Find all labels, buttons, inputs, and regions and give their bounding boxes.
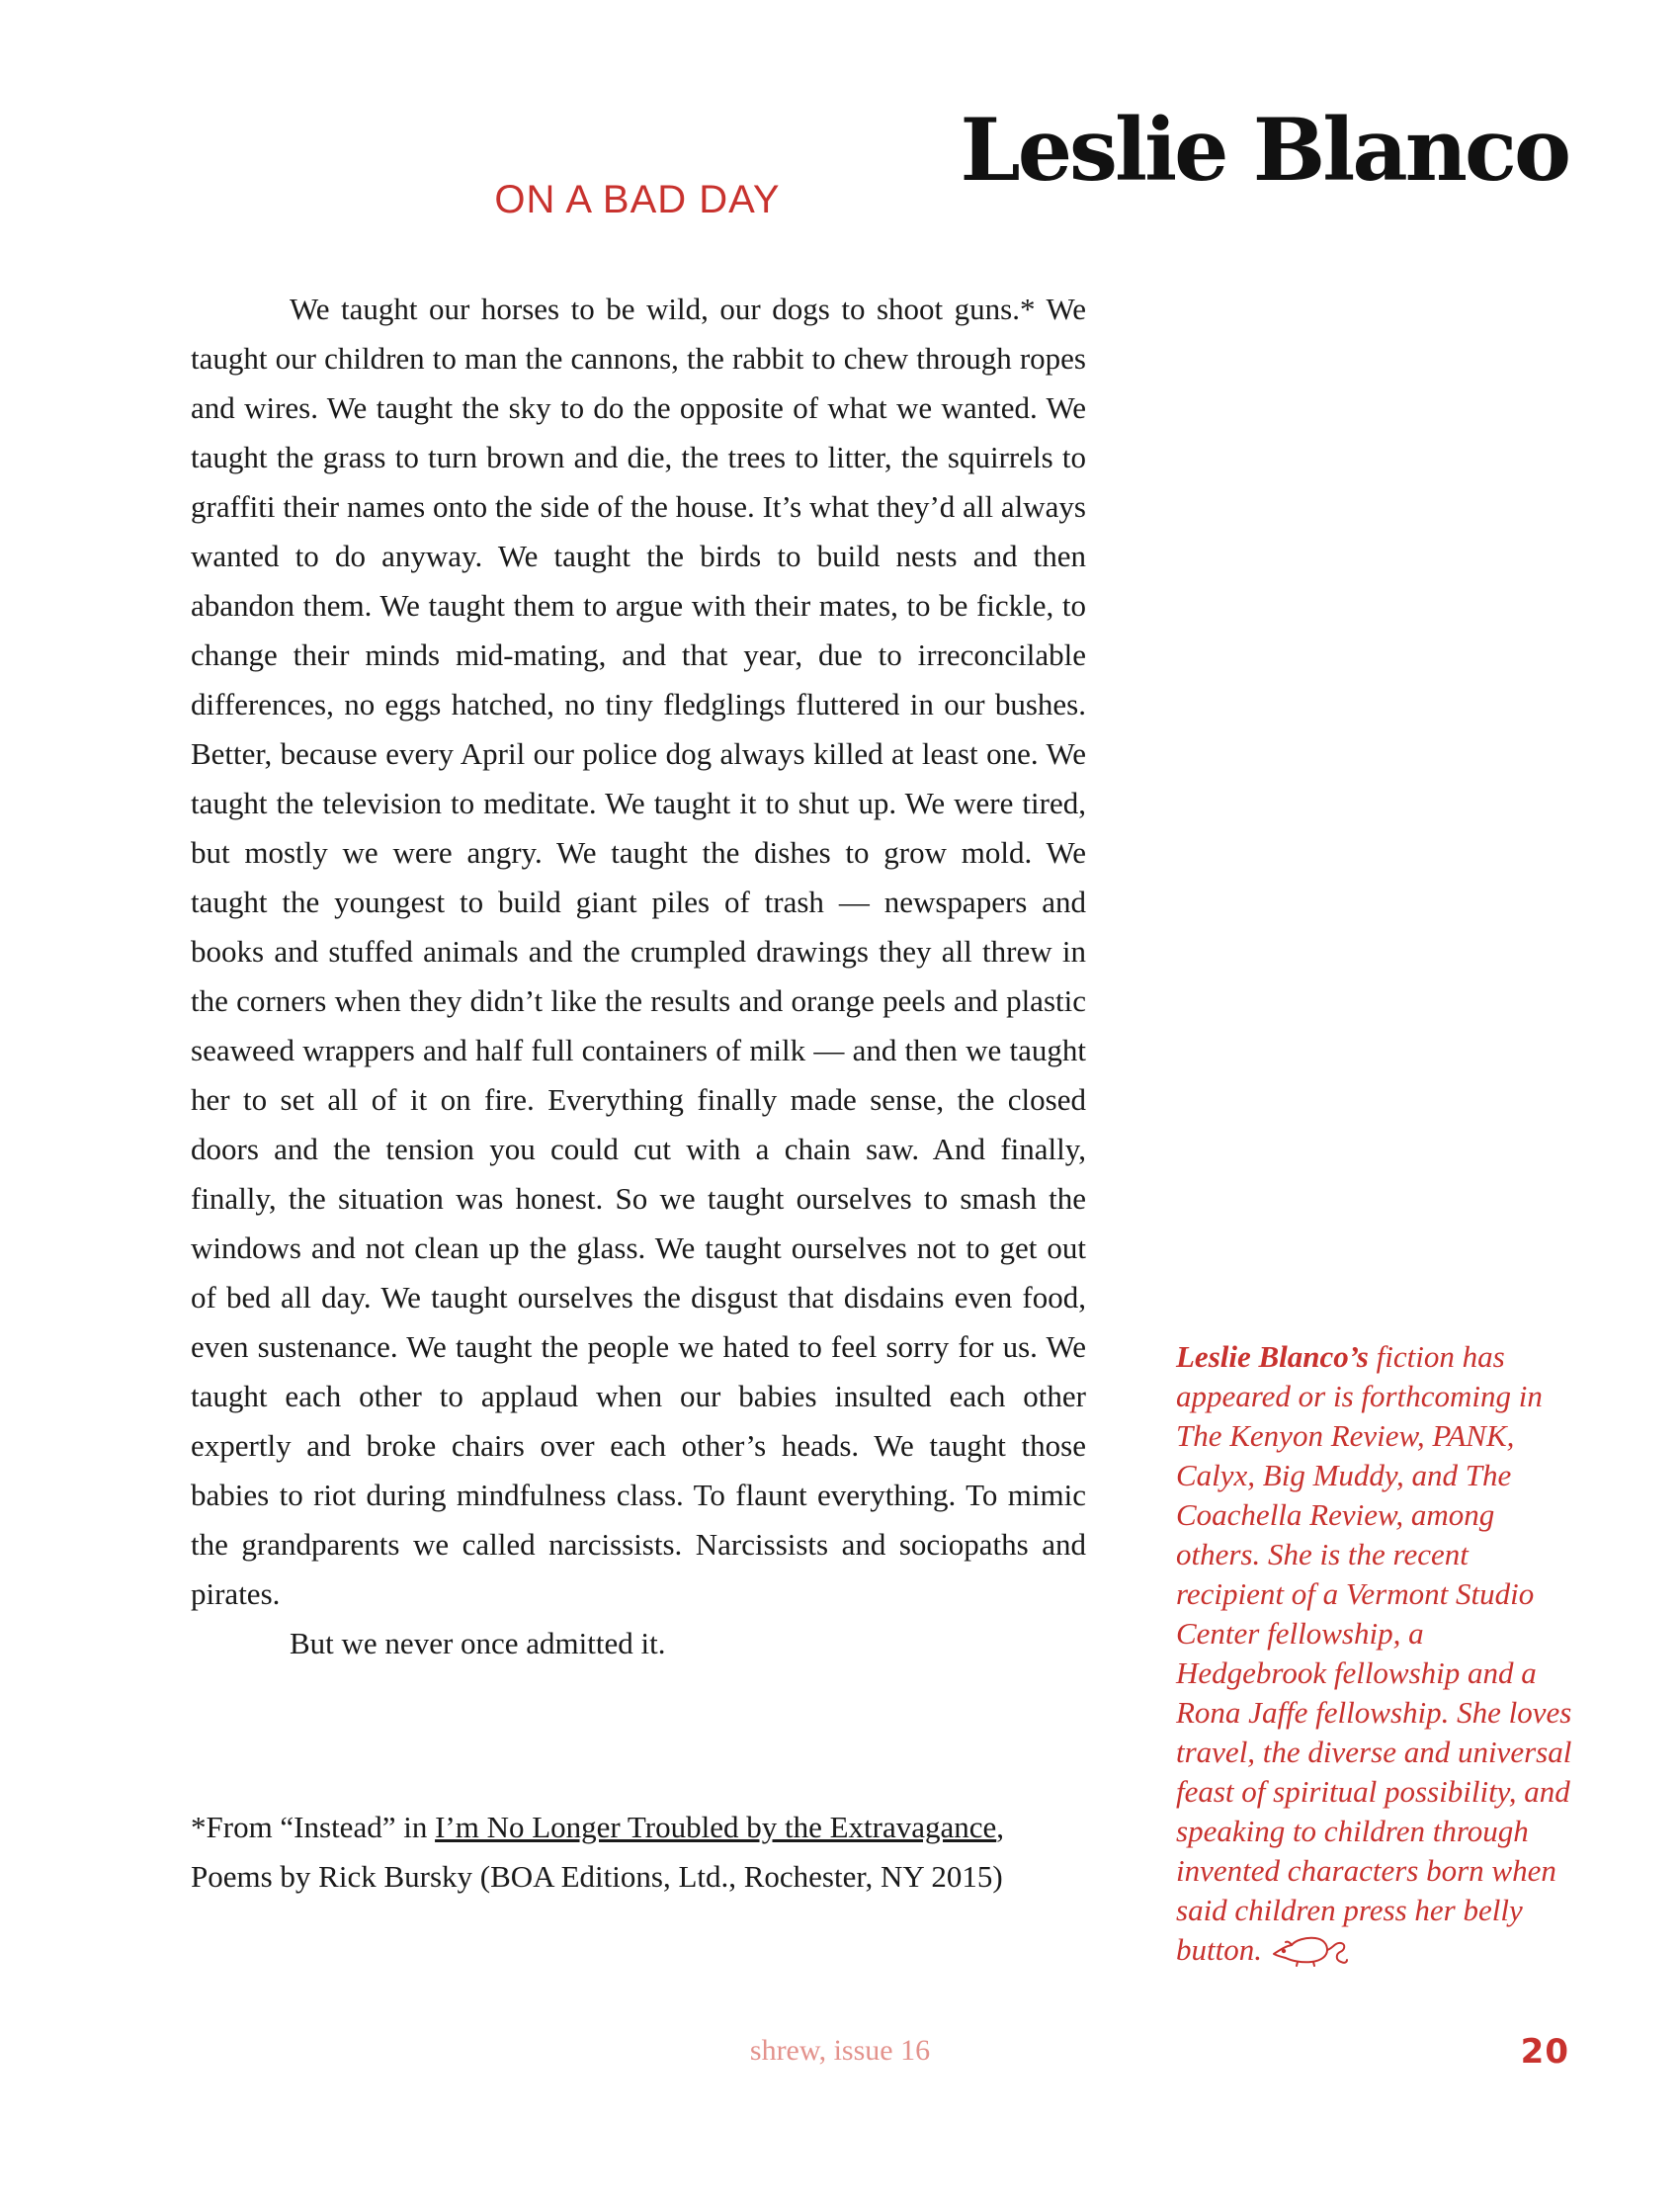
- footnote: [191, 1803, 1086, 1902]
- author-bio: [1176, 1337, 1581, 1970]
- footnote-prefix: *From “Instead” in: [191, 1810, 436, 1844]
- poem-closing-line: But we never once admitted it.: [290, 1626, 666, 1660]
- footnote-suffix: , Poems by Rick Bursky (BOA Editions, Ltd., Rochester, NY 2015): [191, 1810, 1005, 1894]
- footer-issue: shrew, issue 16: [749, 2034, 931, 2067]
- poem-body: [191, 285, 1086, 1668]
- poem-paragraph: We taught our horses to be wild, our dogs to shoot guns.* We taught our children to man the cannons, the rabbit to chew through ropes and wires. We taught the sky to do the opposite of what we wanted. We taught the grass to turn brown and die, the trees to litter, the squirrels to graffiti their names onto the side of the house. It’s what they’d all always wanted to do anyway. We taught the birds to build nests and then abandon them. We taught them to argue with their mates, to be fickle, to change their minds mid-mating, and that year, due to irreconcilable differences, no eggs hatched, no tiny fledglings fluttered in our bushes. Better, because every April our police dog always killed at least one. We taught the television to meditate. We taught it to shut up. We were tired, but mostly we were angry. We taught the dishes to grow mold. We taught the youngest to build giant piles of trash — newspapers and books and stuffed animals and the crumpled drawings they all threw in the corners when they didn’t like the results and orange peels and plastic seaweed wrappers and half full containers of milk — and then we taught her to set all of it on fire. Everything finally made sense, the closed doors and the tension you could cut with a chain saw. And finally, finally, the situation was honest. So we taught ourselves to smash the windows and not clean up the glass. We taught ourselves not to get out of bed all day. We taught ourselves the disgust that disdains even food, even sustenance. We taught the people we hated to feel sorry for us. We taught each other to applaud when our babies insulted each other expertly and broke chairs over each other’s heads. We taught those babies to riot during mindfulness class. To flaunt everything. To mimic the grandparents we called narcissists. Narcissists and sociopaths and pirates.: [191, 292, 1086, 1611]
- footnote-book-title: I’m No Longer Troubled by the Extravagance: [435, 1810, 997, 1844]
- bio-text: fiction has appeared or is forthcoming in The Kenyon Review, PANK, Calyx, Big Muddy, and The Coachella Review, among others. She is the recent recipient of a Vermont Studio Center fellowship, a Hedgebrook fellowship and a Rona Jaffe fellowship. She loves travel, the diverse and universal feast of spiritual possibility, and speaking to children through invented characters born when said children press her belly button.: [1176, 1339, 1572, 1967]
- poem-title: ON A BAD DAY: [494, 178, 781, 221]
- page-number: 20: [1520, 2032, 1569, 2072]
- author-name: Leslie Blanco: [960, 99, 1568, 201]
- shrew-icon: [1270, 1934, 1349, 1968]
- bio-author-name: Leslie Blanco’s: [1176, 1339, 1369, 1374]
